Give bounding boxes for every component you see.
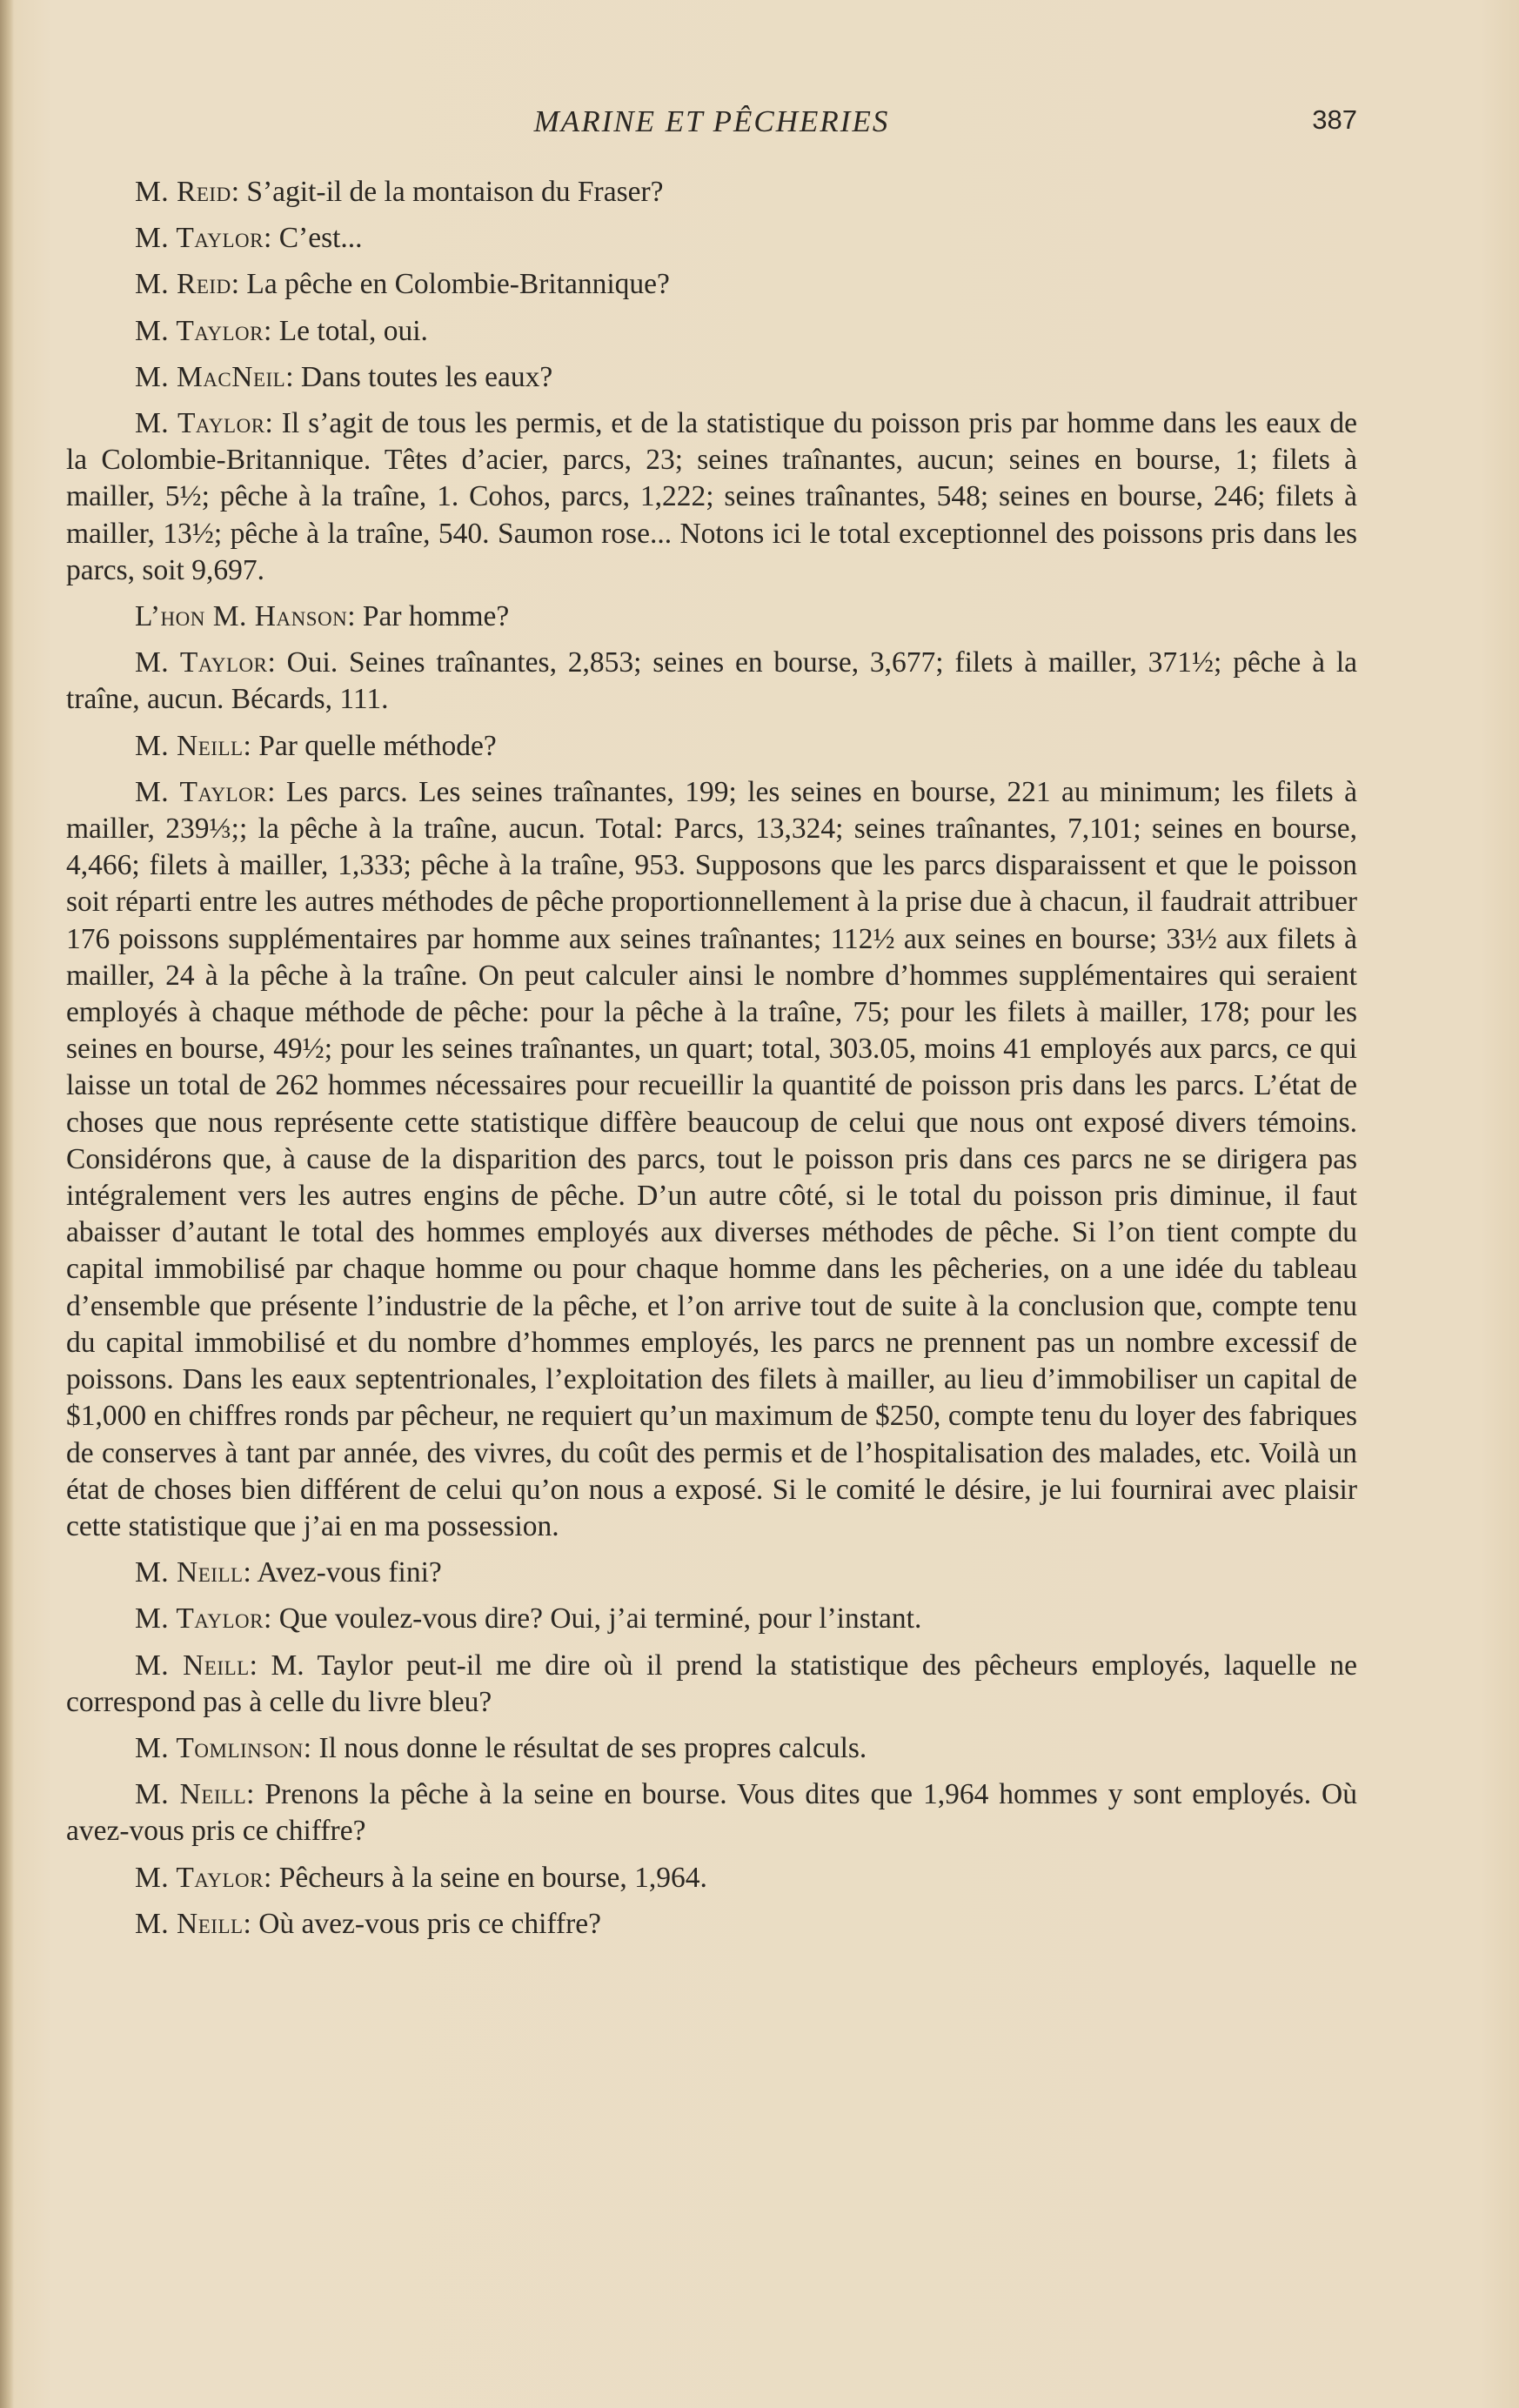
page-number: 387 [1312, 104, 1357, 135]
binding-gutter [0, 0, 14, 2408]
speaker-name: M. Neill [135, 1778, 247, 1811]
transcript-paragraph: M. Taylor: Oui. Seines traînantes, 2,853; seines en bourse, 3,677; filets à mailler, 371½; pêche à la traîne, aucun. Bécards, 111. [66, 646, 1357, 716]
transcript-paragraph: M. Neill: Avez-vous fini? [135, 1556, 442, 1589]
speaker-name: M. MacNeil [135, 360, 286, 393]
speaker-name: M. Tomlinson [135, 1731, 304, 1764]
transcript-paragraph: M. Taylor: Que voulez-vous dire? Oui, j’ai terminé, pour l’instant. [135, 1602, 922, 1635]
transcript-paragraph: M. Neill: M. Taylor peut-il me dire où il prend la statistique des pêcheurs employés, laquelle ne correspond pas à celle du livre bleu? [66, 1649, 1357, 1718]
speaker-name: M. Reid [135, 176, 231, 208]
transcript-paragraph: M. Neill: Par quelle méthode? [135, 729, 497, 762]
utterance-text: Oui. Seines traînantes, 2,853; seines en bourse, 3,677; filets à mailler, 371½; pêche à la traîne, aucun. Bécards, 111. [66, 646, 1357, 716]
running-head: MARINE ET PÊCHERIES [533, 104, 890, 138]
transcript-paragraph: M. Reid: S’agit-il de la montaison du Fraser? [135, 176, 664, 208]
utterance-text: Par homme? [362, 600, 510, 633]
speaker-name: L’hon M. Hanson [135, 600, 348, 633]
utterance-text: Où avez-vous pris ce chiffre? [258, 1907, 601, 1940]
speaker-name: M. Taylor [135, 646, 268, 679]
speaker-name: M. Taylor [135, 1861, 264, 1894]
transcript-paragraph: M. Taylor: C’est... [135, 222, 363, 255]
speaker-name: M. Taylor [135, 222, 264, 255]
speaker-name: M. Neill [135, 1649, 250, 1682]
page-header [66, 104, 1357, 148]
speaker-name: M. Neill [135, 1556, 244, 1589]
speaker-name: M. Reid [135, 268, 231, 301]
transcript-paragraph: M. Taylor: Pêcheurs à la seine en bourse, 1,964. [135, 1861, 707, 1894]
speaker-name: M. Neill [135, 1907, 244, 1940]
utterance-text: Avez-vous fini? [257, 1556, 442, 1589]
transcript-paragraph: M. MacNeil: Dans toutes les eaux? [135, 360, 553, 393]
utterance-text: La pêche en Colombie-Britannique? [246, 268, 670, 301]
utterance-text: Prenons la pêche à la seine en bourse. Vous dites que 1,964 hommes y sont employés. Où avez-vous pris ce chiffre? [66, 1778, 1357, 1848]
utterance-text: Que voulez-vous dire? Oui, j’ai terminé, pour l’instant. [278, 1602, 922, 1635]
speaker-name: M. Taylor [135, 775, 268, 808]
utterance-text: M. Taylor peut-il me dire où il prend la statistique des pêcheurs employés, laquelle ne correspond pas à celle du livre bleu? [66, 1649, 1357, 1718]
transcript-paragraph: M. Neill: Où avez-vous pris ce chiffre? [135, 1907, 601, 1940]
transcript-body [66, 174, 1357, 1943]
transcript-paragraph: M. Neill: Prenons la pêche à la seine en bourse. Vous dites que 1,964 hommes y sont employés. Où avez-vous pris ce chiffre? [66, 1778, 1357, 1848]
utterance-text: Les parcs. Les seines traînantes, 199; les seines en bourse, 221 au minimum; les filets à mailler, 239⅓;; la pêche à la traîne, aucun. Total: Parcs, 13,324; seines traînantes, 7,101; seines en bourse, 4,466; filets à mailler, 1,333; pêche à la traîne, 953. Supposons que les parcs disparaissent et que le poisson soit réparti entre les autres méthodes de pêche proportionnellement à la prise due à chacun, il faudrait attribuer 176 poissons supplémentaires par homme aux seines traînantes; 112½ aux seines en bourse; 33½ aux filets à mailler, 24 à la pêche à la traîne. On peut calculer ainsi le nombre d’hommes supplémentaires qui seraient employés à chaque méthode de pêche: pour la pêche à la traîne, 75; pour les filets à mailler, 178; pour les seines en bourse, 49½; pour les seines traînantes, un quart; total, 303.05, moins 41 employés aux parcs, ce qui laisse un total de 262 hommes nécessaires pour recueillir la quantité de poisson pris dans les parcs. L’état de choses que nous représente cette statistique diffère beaucoup de celui que nous ont exposé divers témoins. Considérons que, à cause de la disparition des parcs, tout le poisson pris dans ces parcs ne se dirigera pas intégralement vers les autres engins de pêche. D’un autre côté, si le total du poisson pris diminue, il faut abaisser d’autant le total des hommes employés aux diverses méthodes de pêche. Si l’on tient compte du capital immobilisé par chaque homme ou pour chaque homme dans les pêcheries, on a une idée du tableau d’ensemble que présente l’industrie de la pêche, et l’on arrive tout de suite à la conclusion que, compte tenu du capital immobilisé et du nombre d’hommes employés, les parcs ne prennent pas un nombre excessif de poissons. Dans les eaux septentrionales, l’exploitation des filets à mailler, au lieu d’immobiliser un capital de $1,000 en chiffres ronds par pêcheur, ne requiert qu’un maximum de $250, compte tenu du loyer des fabriques de conserves à tant par année, des vivres, du coût des permis et de l’hospitalisation des malades, etc. Voilà un état de choses bien différent de celui qu’on nous a exposé. Si le comité le désire, je lui fournirai avec plaisir cette statistique que j’ai en ma possession. [66, 775, 1357, 1542]
transcript-paragraph: M. Taylor: Il s’agit de tous les permis, et de la statistique du poisson pris par homme dans les eaux de la Colombie-Britannique. Têtes d’acier, parcs, 23; seines traînantes, aucun; seines en bourse, 1; filets à mailler, 5½; pêche à la traîne, 1. Cohos, parcs, 1,222; seines traînantes, 548; seines en bourse, 246; filets à mailler, 13½; pêche à la traîne, 540. Saumon rose... Notons ici le total exceptionnel des poissons pris dans les parcs, soit 9,697. [66, 407, 1357, 586]
speaker-name: M. Taylor [135, 407, 265, 440]
transcript-paragraph: M. Tomlinson: Il nous donne le résultat de ses propres calculs. [135, 1731, 867, 1764]
transcript-paragraph: M. Reid: La pêche en Colombie-Britannique? [135, 268, 670, 301]
utterance-text: Dans toutes les eaux? [300, 360, 553, 393]
utterance-text: Il s’agit de tous les permis, et de la statistique du poisson pris par homme dans les eaux de la Colombie-Britannique. Têtes d’acier, parcs, 23; seines traînantes, aucun; seines en bourse, 1; filets à mailler, 5½; pêche à la traîne, 1. Cohos, parcs, 1,222; seines traînantes, 548; seines en bourse, 246; filets à mailler, 13½; pêche à la traîne, 540. Saumon rose... Notons ici le total exceptionnel des poissons pris dans les parcs, soit 9,697. [66, 407, 1357, 586]
utterance-text: Pêcheurs à la seine en bourse, 1,964. [278, 1861, 707, 1894]
utterance-text: Le total, oui. [278, 314, 428, 347]
transcript-paragraph: M. Taylor: Les parcs. Les seines traînantes, 199; les seines en bourse, 221 au minimum; les filets à mailler, 239⅓;; la pêche à la traîne, aucun. Total: Parcs, 13,324; seines traînantes, 7,101; seines en bourse, 4,466; filets à mailler, 1,333; pêche à la traîne, 953. Supposons que les parcs disparaissent et que le poisson soit réparti entre les autres méthodes de pêche proportionnellement à la prise due à chacun, il faudrait attribuer 176 poissons supplémentaires par homme aux seines traînantes; 112½ aux seines en bourse; 33½ aux filets à mailler, 24 à la pêche à la traîne. On peut calculer ainsi le nombre d’hommes supplémentaires qui seraient employés à chaque méthode de pêche: pour la pêche à la traîne, 75; pour les filets à mailler, 178; pour les seines en bourse, 49½; pour les seines traînantes, un quart; total, 303.05, moins 41 employés aux parcs, ce qui laisse un total de 262 hommes nécessaires pour recueillir la quantité de poisson pris dans les parcs. L’état de choses que nous représente cette statistique diffère beaucoup de celui que nous ont exposé divers témoins. Considérons que, à cause de la disparition des parcs, tout le poisson pris dans ces parcs ne se dirigera pas intégralement vers les autres engins de pêche. D’un autre côté, si le total du poisson pris diminue, il faut abaisser d’autant le total des hommes employés aux diverses méthodes de pêche. Si l’on tient compte du capital immobilisé par chaque homme ou pour chaque homme dans les pêcheries, on a une idée du tableau d’ensemble que présente l’industrie de la pêche, et l’on arrive tout de suite à la conclusion que, compte tenu du capital immobilisé et du nombre d’hommes employés, les parcs ne prennent pas un nombre excessif de poissons. Dans les eaux septentrionales, l’exploitation des filets à mailler, au lieu d’immobiliser un capital de $1,000 en chiffres ronds par pêcheur, ne requiert qu’un maximum de $250, compte tenu du loyer des fabriques de conserves à tant par année, des vivres, du coût des permis et de l’hospitalisation des malades, etc. Voilà un état de choses bien différent de celui qu’on nous a exposé. Si le comité le désire, je lui fournirai avec plaisir cette statistique que j’ai en ma possession. [66, 775, 1357, 1542]
transcript-paragraph: M. Taylor: Le total, oui. [135, 314, 428, 347]
utterance-text: S’agit-il de la montaison du Fraser? [246, 176, 664, 208]
utterance-text: Il nous donne le résultat de ses propres calculs. [318, 1731, 867, 1764]
transcript-paragraph: L’hon M. Hanson: Par homme? [135, 600, 510, 633]
utterance-text: Par quelle méthode? [258, 729, 497, 762]
speaker-name: M. Taylor [135, 1602, 264, 1635]
speaker-name: M. Taylor [135, 314, 264, 347]
speaker-name: M. Neill [135, 729, 244, 762]
utterance-text: C’est... [278, 222, 363, 255]
